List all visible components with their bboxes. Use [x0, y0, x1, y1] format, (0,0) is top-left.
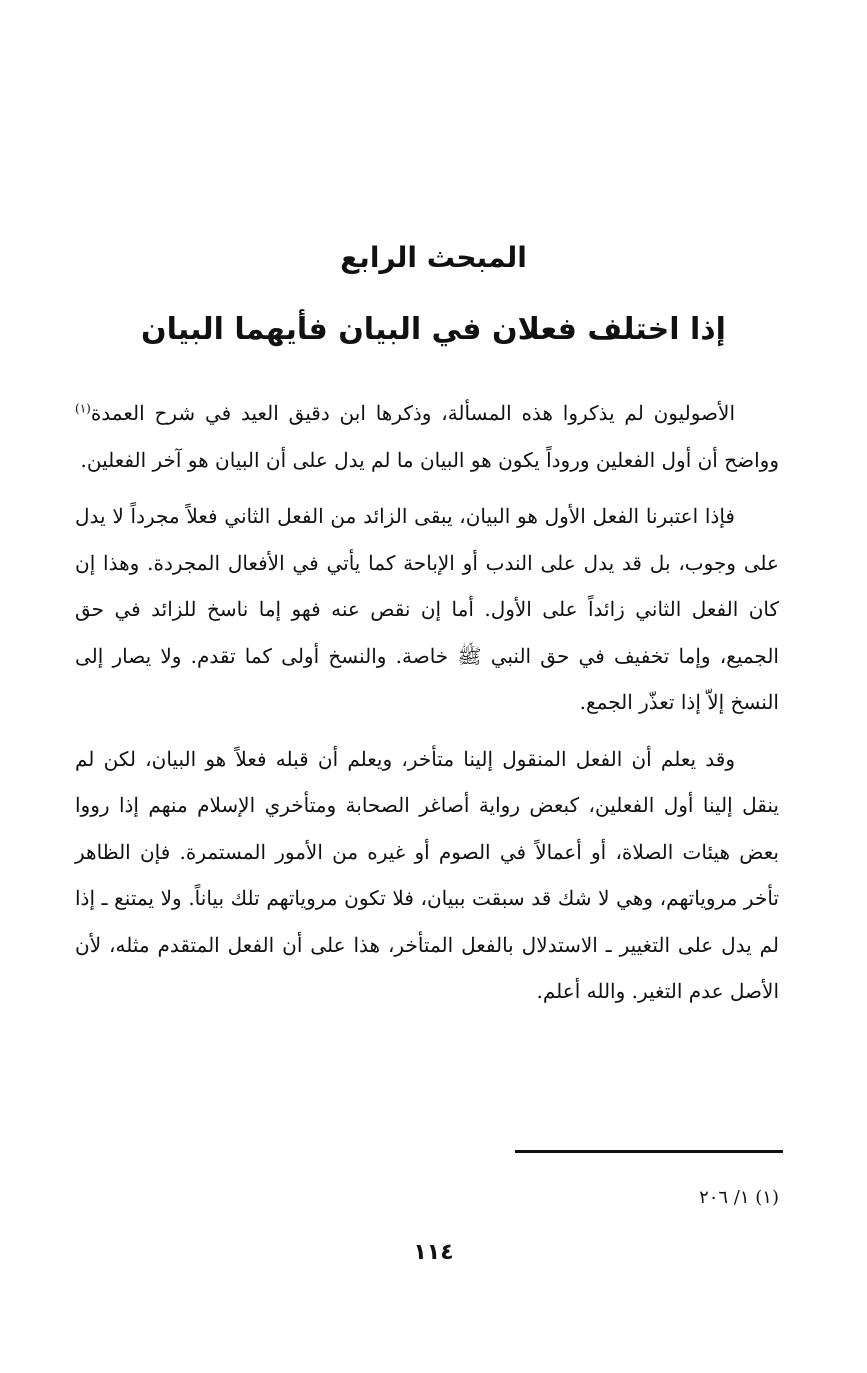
paragraph-1-text-end: وواضح أن أول الفعلين وروداً يكون هو البيان ما لم يدل على أن البيان هو آخر الفعلين. — [80, 447, 779, 472]
heading-block — [0, 238, 867, 352]
paragraph-3: وقد يعلم أن الفعل المنقول إلينا متأخر، ويعلم أن قبله فعلاً هو البيان، لكن لم ينقل إلينا أول الفعلين، كبعض رواية أصاغر الصحابة ومتأخري الإسلام منهم إذا رووا بعض هيئات الصلاة، أو أعمالاً في الصوم أو غيره من الأمور المستمرة. فإن الظاهر تأخر مروياتهم، وهي لا شك قد سبقت ببيان، فلا تكون مروياتهم تلك بياناً. ولا يمتنع ـ إذا لم يدل على التغيير ـ الاستدلال بالفعل المتأخر، هذا على أن الفعل المتقدم مثله، لأن الأصل عدم التغير. والله أعلم. — [75, 746, 779, 1003]
paragraph-1-text-start: الأصوليون لم يذكروا هذه المسألة، وذكرها ابن دقيق العيد في شرح العمدة — [90, 401, 735, 425]
footnote-divider — [515, 1150, 783, 1153]
paragraph-1 — [75, 390, 779, 483]
chapter-title: إذا اختلف فعلان في البيان فأيهما البيان — [141, 312, 726, 347]
paragraph-2: فإذا اعتبرنا الفعل الأول هو البيان، يبقى الزائد من الفعل الثاني فعلاً مجرداً لا يدل على وجوب، بل قد يدل على الندب أو الإباحة كما يأتي في الأفعال المجردة. وهذا إن كان الفعل الثاني زائداً على الأول. أما إن نقص عنه فهو إما ناسخ للزائد في حق الجميع، وإما تخفيف في حق النبي ﷺ خاصة. والنسخ أولى كما تقدم. ولا يصار إلى النسخ إلاّ إذا تعذّر الجمع. — [75, 504, 779, 714]
section-heading: المبحث الرابع — [340, 241, 527, 274]
page-number: ١١٤ — [413, 1240, 454, 1265]
footnote-reference: (١) — [75, 401, 91, 416]
body-text — [75, 390, 779, 1025]
footnote: (١) ١/ ٢٠٦ — [699, 1187, 779, 1208]
